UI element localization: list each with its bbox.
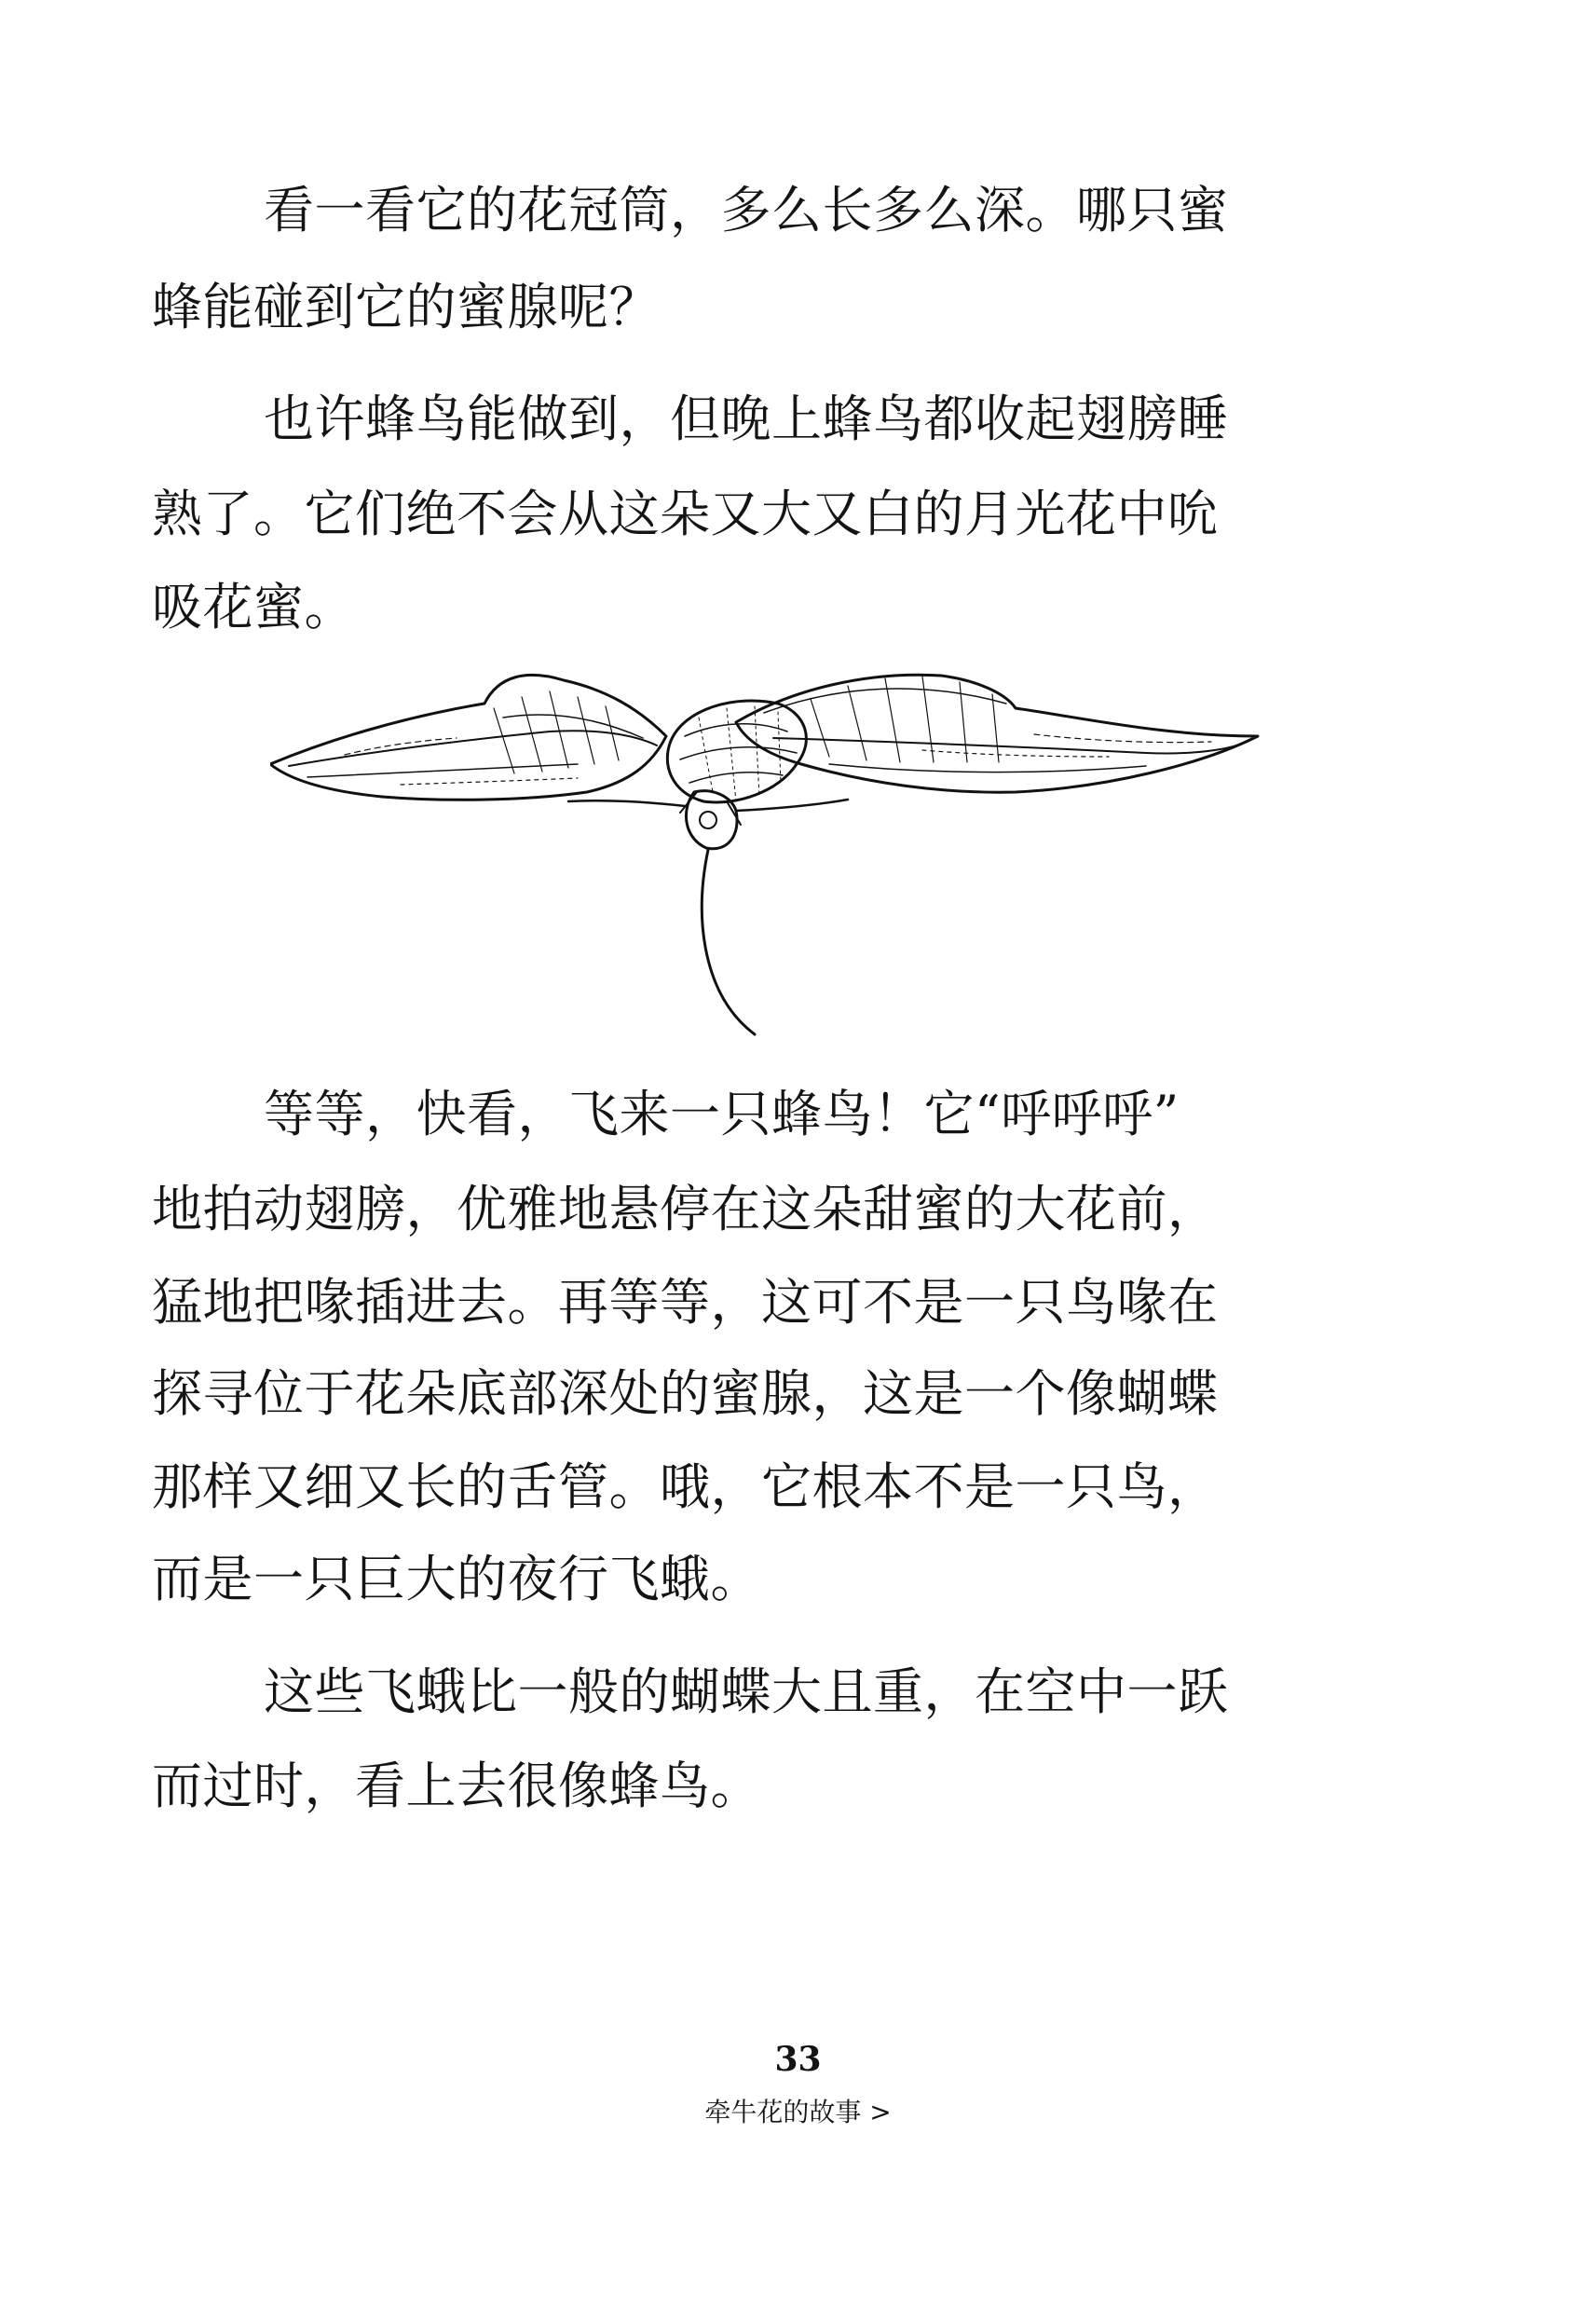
- paragraph-3-line-5: 那样又细又长的舌管。哦，它根本不是一只鸟，: [152, 1457, 1219, 1516]
- paragraph-2-line-2: 熟了。它们绝不会从这朵又大又白的月光花中吮: [152, 485, 1219, 543]
- paragraph-2-line-3: 吸花蜜。: [152, 578, 355, 636]
- paragraph-3-line-3: 猛地把喙插进去。再等等，这可不是一只鸟喙在: [152, 1273, 1219, 1332]
- paragraph-3-line-1: 等等，快看，飞来一只蜂鸟！它“呼呼呼”: [264, 1085, 1180, 1143]
- paragraph-2-line-1: 也许蜂鸟能做到，但晚上蜂鸟都收起翅膀睡: [264, 390, 1229, 448]
- paragraph-3-line-2: 地拍动翅膀，优雅地悬停在这朵甜蜜的大花前，: [152, 1180, 1219, 1238]
- paragraph-1-line-2: 蜂能碰到它的蜜腺呢？: [152, 278, 660, 336]
- page-number: 33: [774, 2040, 822, 2079]
- paragraph-4-line-1: 这些飞蛾比一般的蝴蝶大且重，在空中一跃: [264, 1662, 1229, 1721]
- running-footer-title: 牵牛花的故事 >: [704, 2097, 892, 2127]
- paragraph-1-line-1: 看一看它的花冠筒，多么长多么深。哪只蜜: [264, 181, 1229, 239]
- paragraph-3-line-6: 而是一只巨大的夜行飞蛾。: [152, 1550, 761, 1608]
- paragraph-3-line-4: 探寻位于花朵底部深处的蜜腺，这是一个像蝴蝶: [152, 1364, 1219, 1423]
- moth-illustration: [270, 652, 1276, 1062]
- paragraph-4-line-2: 而过时，看上去很像蜂鸟。: [152, 1757, 761, 1815]
